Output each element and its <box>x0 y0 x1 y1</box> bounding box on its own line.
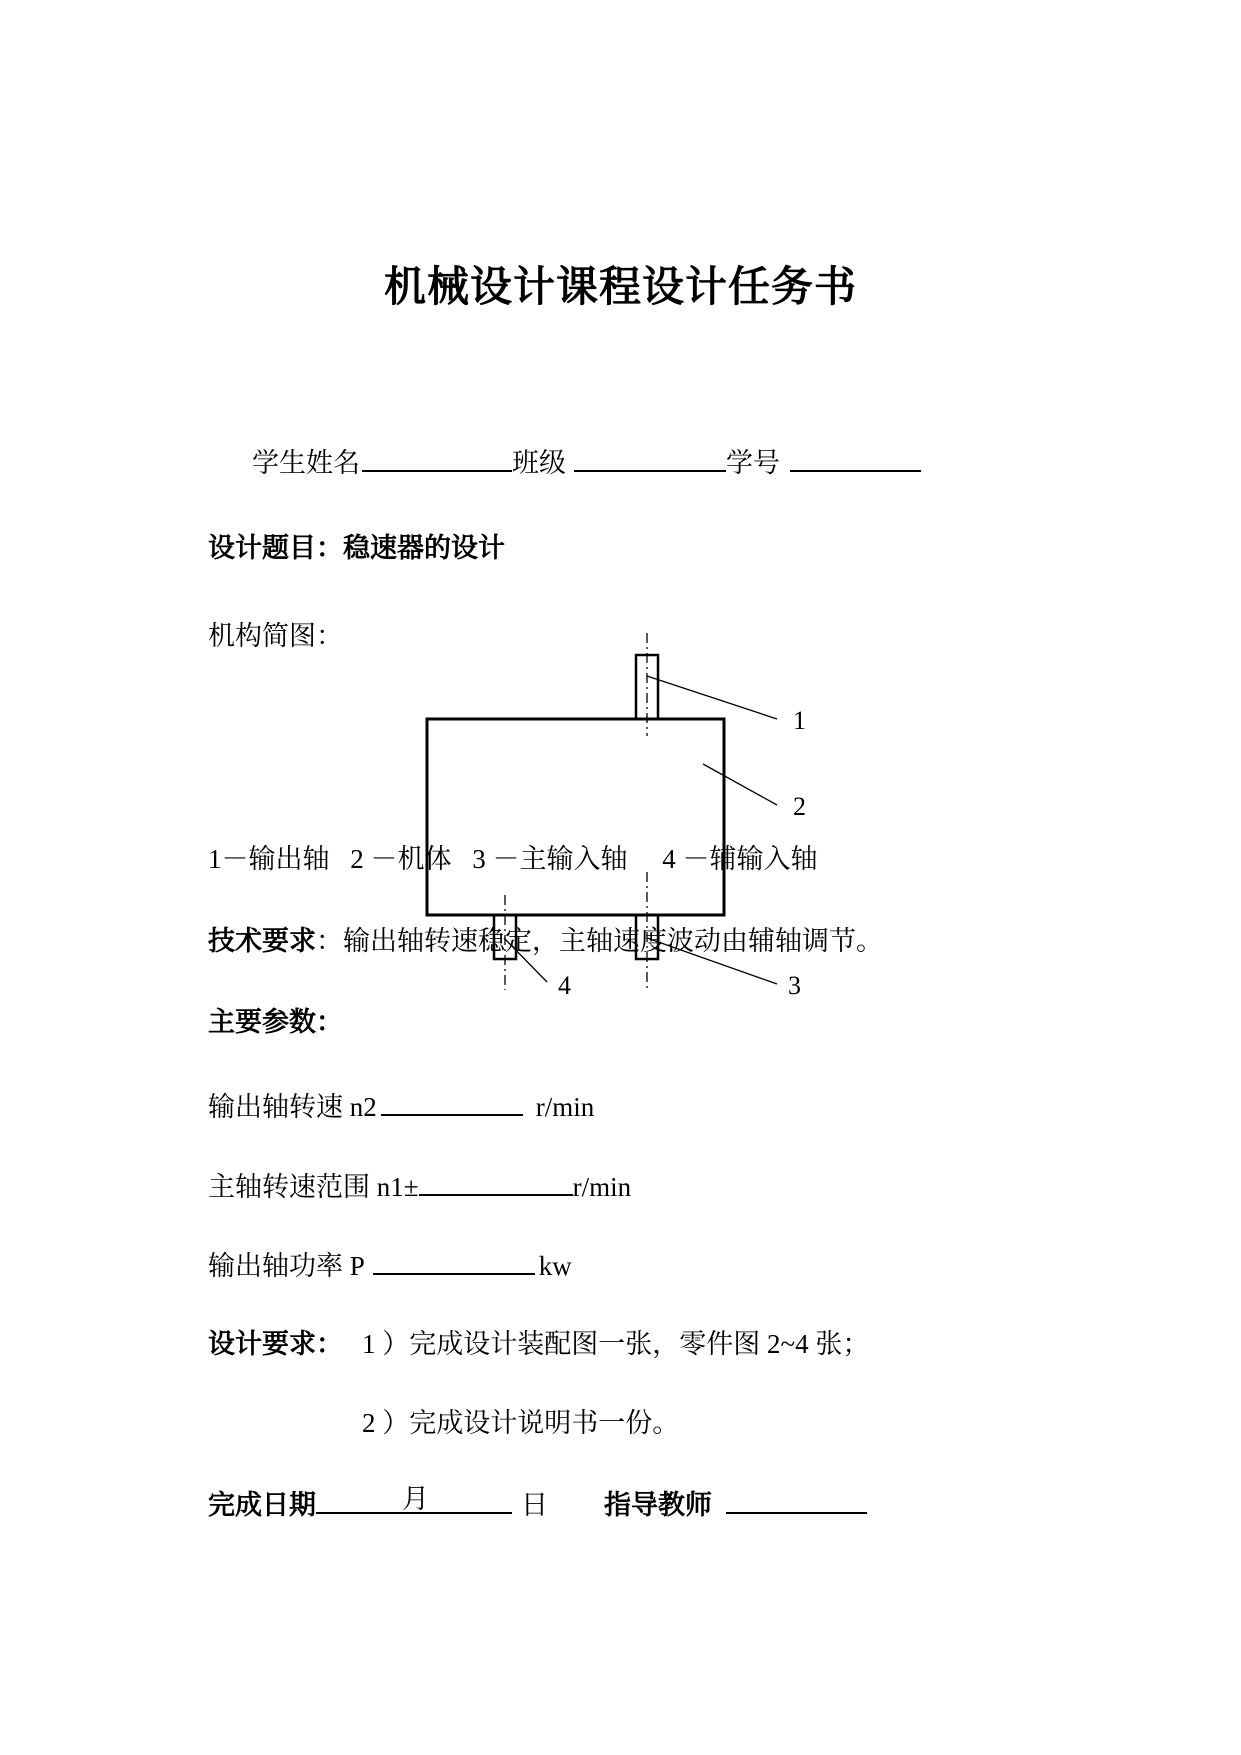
month-label: 月 <box>402 1484 429 1514</box>
legend-item: 4 －辅输入轴 <box>662 844 818 874</box>
date-field[interactable] <box>316 1486 512 1514</box>
design-requirements <box>208 1327 870 1361</box>
tech-value: ：输出轴转速稳定，主轴速度波动由辅轴调节。 <box>316 926 883 956</box>
callout-2: 2 <box>793 792 806 821</box>
footer-row <box>208 1486 867 1520</box>
requirements-label: 设计要求： <box>208 1329 343 1360</box>
technical-requirements <box>208 924 883 958</box>
power-field[interactable] <box>373 1247 535 1275</box>
machine-body <box>427 719 724 915</box>
student-id-label: 学号 <box>726 448 780 478</box>
leader-2 <box>703 764 777 805</box>
n2-unit: r/min <box>535 1092 595 1122</box>
topic-label: 设计题目： <box>208 533 343 564</box>
param-power <box>208 1247 572 1281</box>
power-unit: kw <box>538 1251 572 1281</box>
requirement-item: 2 ）完成设计说明书一份。 <box>362 1408 680 1438</box>
legend-item: 2 －机体 <box>350 844 452 874</box>
day-label: 日 <box>521 1490 548 1520</box>
n1-unit: r/min <box>572 1172 632 1202</box>
n1-field[interactable] <box>419 1168 573 1196</box>
callout-4: 4 <box>558 971 571 1000</box>
parts-legend <box>208 842 818 876</box>
date-label: 完成日期 <box>208 1490 316 1521</box>
legend-item: 1－输出轴 <box>208 844 330 874</box>
main-params-label: 主要参数： <box>208 1007 343 1038</box>
requirement-item: 1 ）完成设计装配图一张，零件图 2~4 张； <box>362 1329 870 1359</box>
n2-field[interactable] <box>381 1088 523 1116</box>
power-label: 输出轴功率 P <box>208 1251 365 1281</box>
topic-value: 稳速器的设计 <box>343 533 505 564</box>
n2-label: 输出轴转速 n2 <box>208 1092 377 1122</box>
leader-1 <box>647 676 777 719</box>
n1-label: 主轴转速范围 n1± <box>208 1172 419 1202</box>
callout-1: 1 <box>793 706 806 735</box>
diagram-label: 机构简图： <box>208 621 343 651</box>
param-n1 <box>208 1168 631 1202</box>
teacher-field[interactable] <box>726 1486 867 1514</box>
class-label: 班级 <box>512 448 566 478</box>
student-name-label: 学生姓名 <box>252 448 360 478</box>
callout-3: 3 <box>788 971 801 1000</box>
teacher-label: 指导教师 <box>604 1490 712 1521</box>
document-title: 机械设计课程设计任务书 <box>383 262 857 311</box>
tech-label: 技术要求 <box>208 926 316 957</box>
param-n2 <box>208 1088 594 1122</box>
legend-item: 3 －主输入轴 <box>472 844 628 874</box>
